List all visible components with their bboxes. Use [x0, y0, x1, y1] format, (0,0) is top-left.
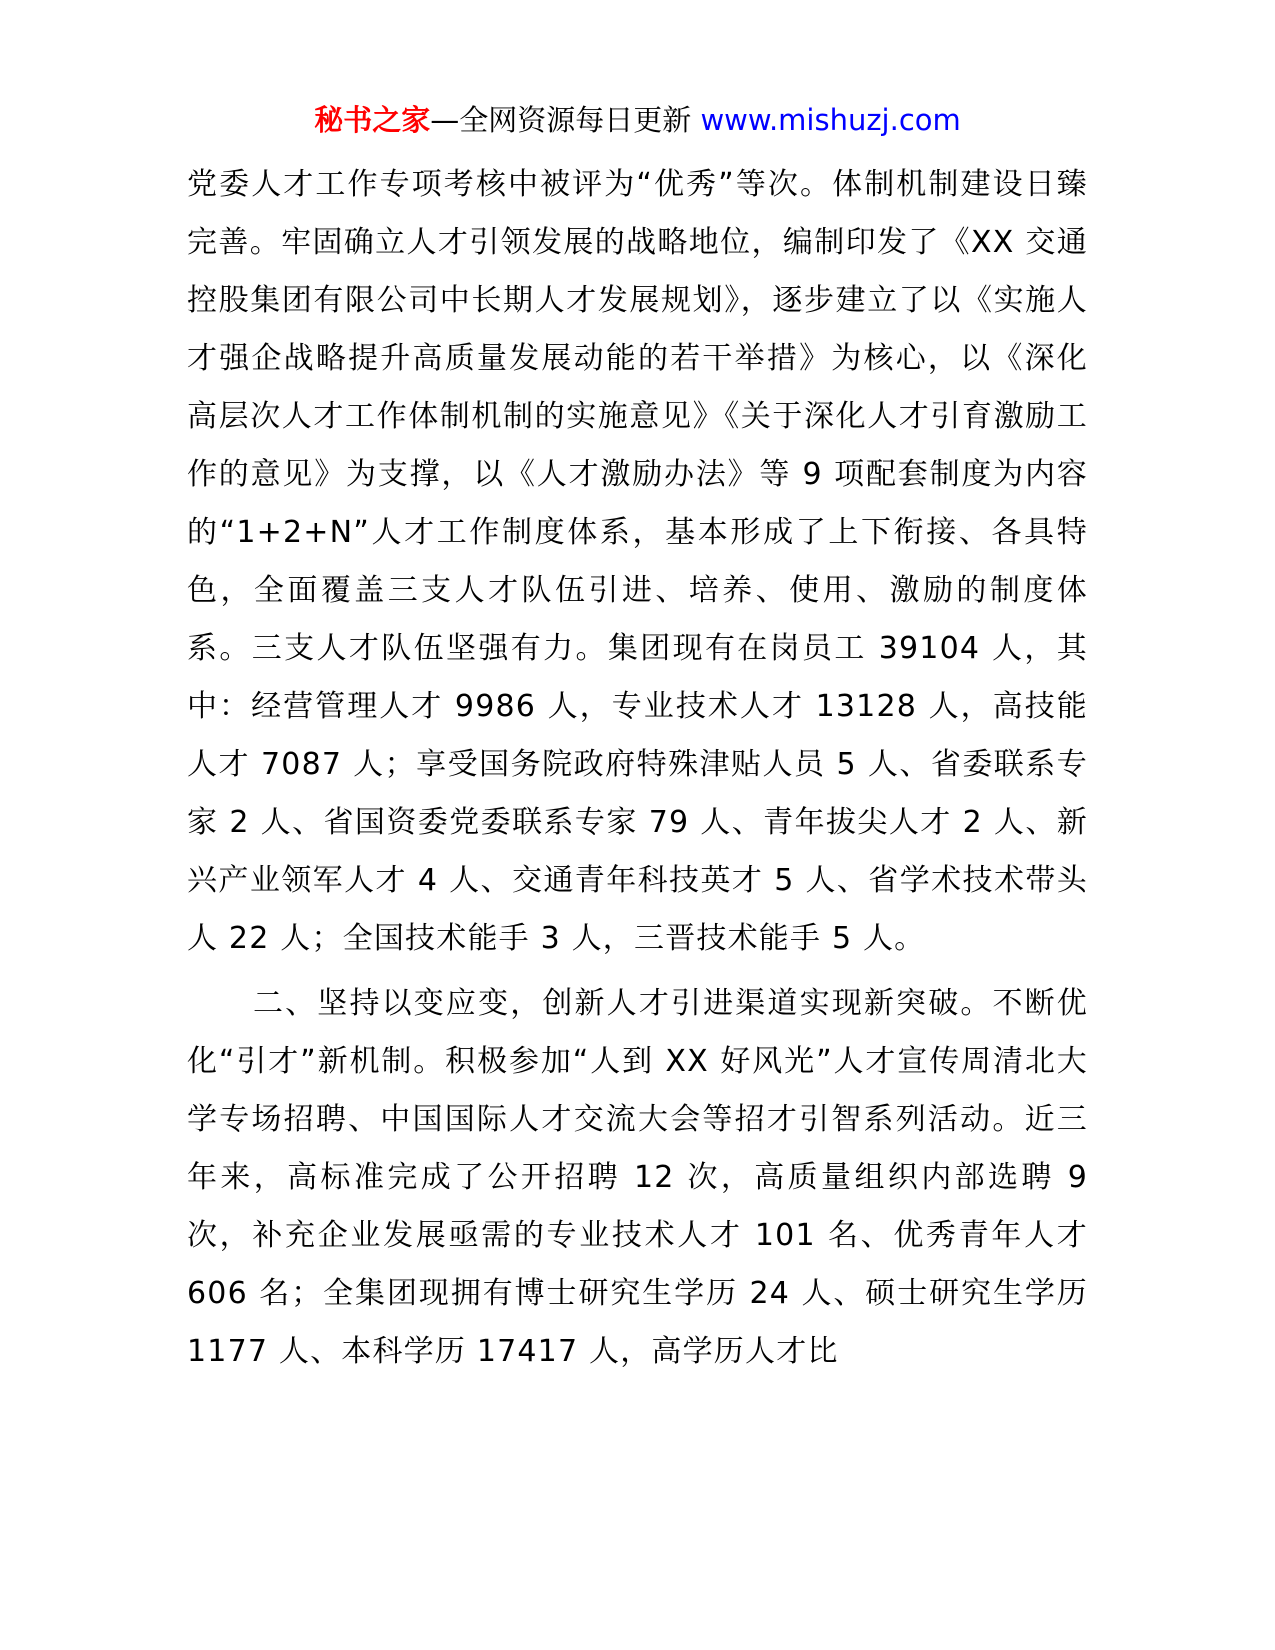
page-header [0, 100, 1275, 140]
paragraph-1: 党委人才工作专项考核中被评为“优秀”等次。体制机制建设日臻完善。牢固确立人才引领发展的战略地位，编制印发了《XX 交通控股集团有限公司中长期人才发展规划》，逐步建立了以《实施人才强企战略提升高质量发展动能的若干举措》为核心，以《深化高层次人才工作体制机制的实施意见》《关于深化人才引育激励工作的意见》为支撑，以《人才激励办法》等 9 项配套制度为内容的“1+2+N”人才工作制度体系，基本形成了上下衔接、各具特色，全面覆盖三支人才队伍引进、培养、使用、激励的制度体系。三支人才队伍坚强有力。集团现有在岗员工 39104 人，其中：经营管理人才 9986 人，专业技术人才 13128 人，高技能人才 7087 人；享受国务院政府特殊津贴人员 5 人、省委联系专家 2 人、省国资委党委联系专家 79 人、青年拔尖人才 2 人、新兴产业领军人才 4 人、交通青年科技英才 5 人、省学术技术带头人 22 人；全国技术能手 3 人，三晋技术能手 5 人。 [187, 167, 1088, 956]
header-tagline: —全网资源每日更新 [430, 103, 692, 137]
header-brand: 秘书之家 [314, 103, 431, 137]
header-url-link[interactable]: www.mishuzj.com [700, 103, 961, 137]
paragraph-2: 二、坚持以变应变，创新人才引进渠道实现新突破。不断优化“引才”新机制。积极参加“人到 XX 好风光”人才宣传周清北大学专场招聘、中国国际人才交流大会等招才引智系列活动。近三年来，高标准完成了公开招聘 12 次，高质量组织内部选聘 9 次，补充企业发展亟需的专业技术人才 101 名、优秀青年人才 606 名；全集团现拥有博士研究生学历 24 人、硕士研究生学历 1177 人、本科学历 17417 人，高学历人才比 [187, 986, 1088, 1369]
document-body [187, 156, 1088, 1381]
